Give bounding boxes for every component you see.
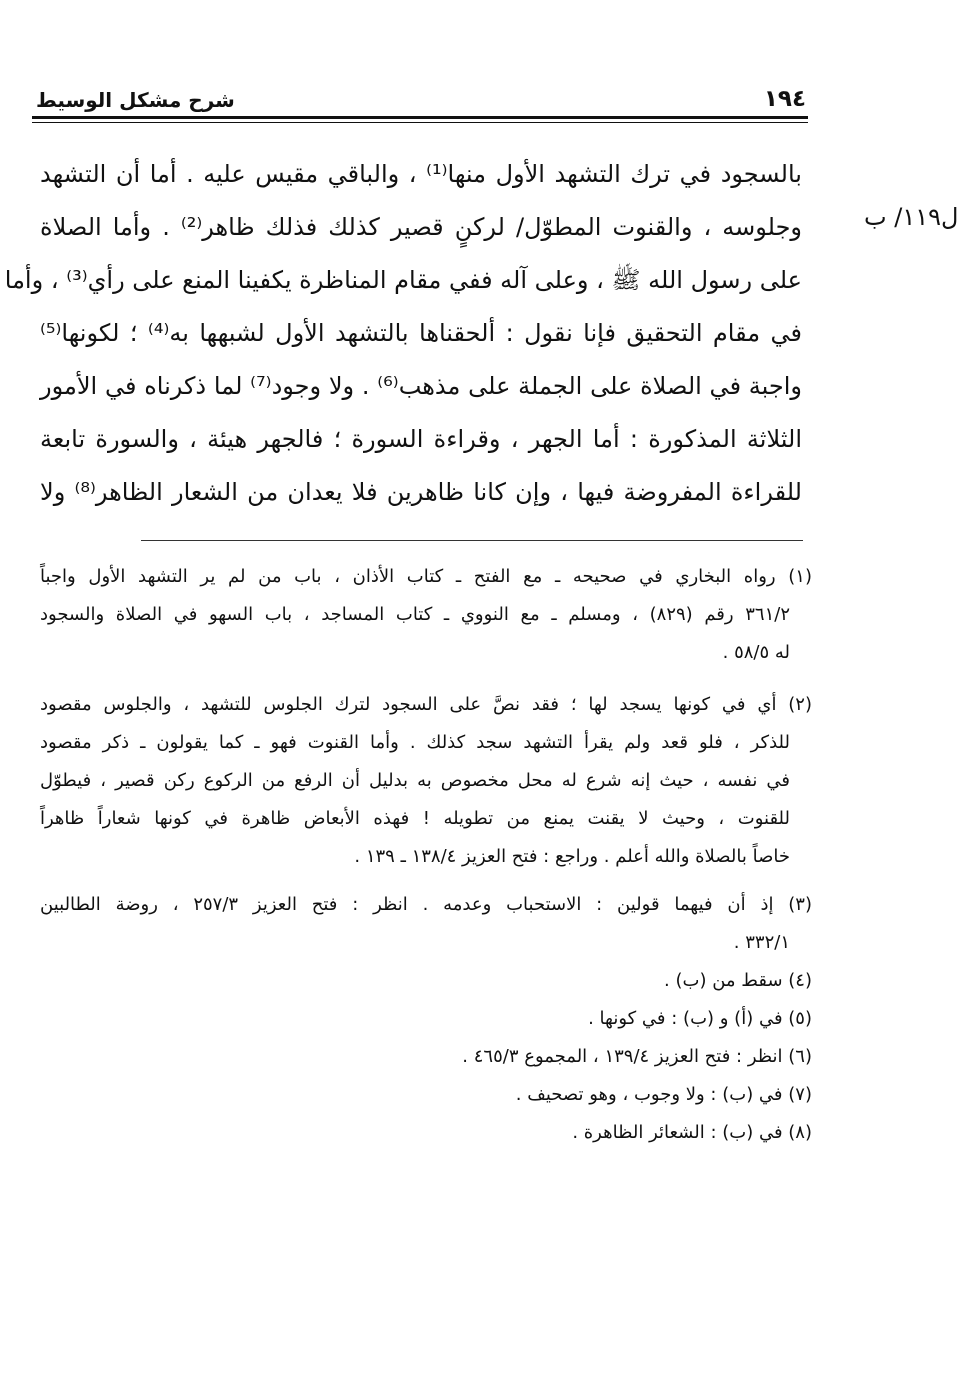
text-line: وجلوسه ، والقنوت المطوّل/ لركنٍ قصير كذلك فذلك ظاهر⁽²⁾ . وأما الصلاة (40, 213, 802, 241)
footnote-7: (٧) في (ب) : ولا وجوب ، وهو تصحيف . (515, 1084, 812, 1105)
text-line: على رسول الله ﷺ ، وعلى آله ففي مقام المناظرة يكفينا المنع على رأي⁽³⁾ ، وأما (4, 266, 802, 294)
footnote-1 (40, 558, 812, 672)
footnote-line: ٣٣٢/١ . (733, 932, 790, 953)
running-title: شرح مشكل الوسيط (36, 88, 235, 112)
text-line: واجبة في الصلاة على الجملة على مذهب⁽⁶⁾ . ولا وجود⁽⁷⁾ لما ذكرناه في الأمور (40, 372, 803, 400)
text-line: في مقام التحقيق فإنا نقول : ألحقناها بالتشهد الأول لشبهها به⁽⁴⁾ ؛ لكونها⁽⁵⁾ (40, 319, 802, 347)
text-line: بالسجود في ترك التشهد الأول منها⁽¹⁾ ، والباقي مقيس عليه . أما أن التشهد (40, 160, 802, 188)
footnote-line: (٣) إذ أن فيهما قولين : الاستحباب وعدمه . انظر : فتح العزيز ٢٥٧/٣ ، روضة الطالبين (40, 894, 812, 915)
text-line: للقراءة المفروضة فيها ، وإن كانا ظاهرين فلا يعدان من الشعار الظاهر⁽⁸⁾ ولا (40, 478, 802, 506)
footnote-3 (40, 886, 812, 962)
footnote-line: (٢) أي في كونها يسجد لها ؛ فقد نصَّ على السجود لترك الجلوس للتشهد ، والجلوس مقصود (40, 694, 812, 715)
footnote-line: خاصاً بالصلاة والله أعلم . وراجع : فتح العزيز ١٣٨/٤ ـ ١٣٩ . (354, 846, 790, 867)
footnote-line: (١) رواه البخاري في صحيحه ـ مع الفتح ـ كتاب الأذان ، باب من لم ير التشهد الأول واجباً (40, 566, 812, 587)
page-number: ١٩٤ (763, 86, 806, 112)
footnote-line: ٣٦١/٢ رقم (٨٢٩) ، ومسلم ـ مع النووي ـ كتاب المساجد ، باب السهو في الصلاة والسجود (40, 604, 790, 625)
footnote-4: (٤) سقط من (ب) . (664, 970, 812, 991)
footnote-line: للقنوت ، وحيث لا يقنت يمنع من تطويله ! فهذه الأبعاض ظاهرة في كونها شعاراً ظاهراً (40, 808, 790, 829)
manuscript-folio-marker: ل١١٩/ ب (864, 203, 958, 231)
text-line: الثلاثة المذكورة : أما الجهر ، وقراءة السورة ؛ فالجهر هيئة ، والسورة تابعة (40, 425, 802, 453)
main-text (4, 148, 803, 519)
footnote-line: في نفسه ، حيث إنه شرع له محل مخصوص به بدليل أن الرفع من الركوع ركن قصير ، فيطوّل (40, 770, 790, 791)
footnote-2 (40, 686, 812, 876)
footnote-line: للذكر ، فلو قعد ولم يقرأ التشهد سجد كذلك . وأما القنوت فهو ـ كما يقولون ـ ذكر مقصود (40, 732, 790, 753)
footnotes (40, 558, 812, 1152)
footnote-8: (٨) في (ب) : الشعائر الظاهرة . (572, 1122, 812, 1143)
footnote-separator (141, 540, 803, 541)
footnote-5: (٥) في (أ) و (ب) : في كونها . (588, 1008, 812, 1029)
page-header (32, 86, 808, 126)
footnote-6: (٦) انظر : فتح العزيز ١٣٩/٤ ، المجموع ٤٦٥/٣ . (462, 1046, 812, 1067)
header-rule-thick (32, 116, 808, 119)
footnote-line: له ٥٨/٥ . (722, 642, 790, 663)
header-rule-thin (32, 122, 808, 123)
